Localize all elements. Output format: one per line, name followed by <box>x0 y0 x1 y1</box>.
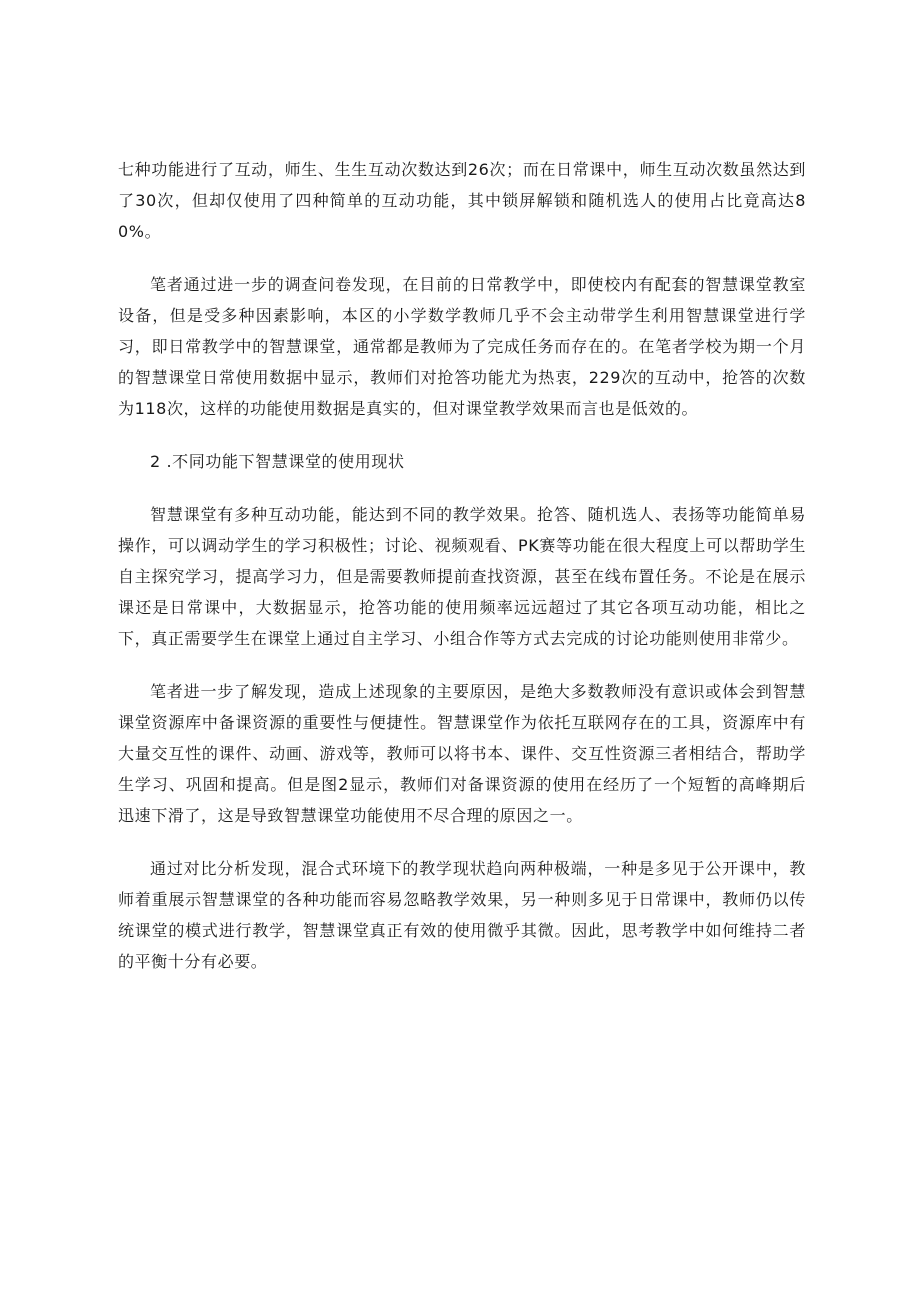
section-heading: 2 .不同功能下智慧课堂的使用现状 <box>150 452 405 471</box>
paragraph-causes: 笔者进一步了解发现，造成上述现象的主要原因，是绝大多数教师没有意识或体会到智慧课堂资源库中备课资源的重要性与便捷性。智慧课堂作为依托互联网存在的工具，资源库中有大量交互性的课件、动画、游戏等，教师可以将书本、课件、交互性资源三者相结合，帮助学生学习、巩固和提高。但是图2显示，教师们对备课资源的使用在经历了一个短暂的高峰期后迅速下滑了，这是导致智慧课堂功能使用不尽合理的原因之一。 <box>118 682 806 825</box>
paragraph-gap <box>118 831 806 853</box>
document-body <box>118 154 806 977</box>
paragraph-gap <box>118 424 806 446</box>
paragraph-gap <box>118 247 806 269</box>
paragraph-conclusion: 通过对比分析发现，混合式环境下的教学现状趋向两种极端，一种是多见于公开课中，教师着重展示智慧课堂的各种功能而容易忽略教学效果，另一种则多见于日常课中，教师仍以传统课堂的模式进行教学，智慧课堂真正有效的使用微乎其微。因此，思考教学中如何维持二者的平衡十分有必要。 <box>118 859 806 971</box>
paragraph-gap <box>118 654 806 676</box>
paragraph-gap <box>118 477 806 499</box>
paragraph-interactive-functions: 智慧课堂有多种互动功能，能达到不同的教学效果。抢答、随机选人、表扬等功能简单易操作，可以调动学生的学习积极性；讨论、视频观看、PK赛等功能在很大程度上可以帮助学生自主探究学习，提高学习力，但是需要教师提前查找资源，甚至在线布置任务。不论是在展示课还是日常课中，大数据显示，抢答功能的使用频率远远超过了其它各项互动功能，相比之下，真正需要学生在课堂上通过自主学习、小组合作等方式去完成的讨论功能则使用非常少。 <box>118 505 806 648</box>
paragraph-continuation: 七种功能进行了互动，师生、生生互动次数达到26次；而在日常课中，师生互动次数虽然达到了30次，但却仅使用了四种简单的互动功能，其中锁屏解锁和随机选人的使用占比竟高达80%。 <box>118 160 806 241</box>
paragraph-survey-findings: 笔者通过进一步的调查问卷发现，在目前的日常教学中，即使校内有配套的智慧课堂教室设备，但是受多种因素影响，本区的小学数学教师几乎不会主动带学生利用智慧课堂进行学习，即日常教学中的智慧课堂，通常都是教师为了完成任务而存在的。在笔者学校为期一个月的智慧课堂日常使用数据中显示，教师们对抢答功能尤为热衷，229次的互动中，抢答的次数为118次，这样的功能使用数据是真实的，但对课堂教学效果而言也是低效的。 <box>118 275 806 418</box>
